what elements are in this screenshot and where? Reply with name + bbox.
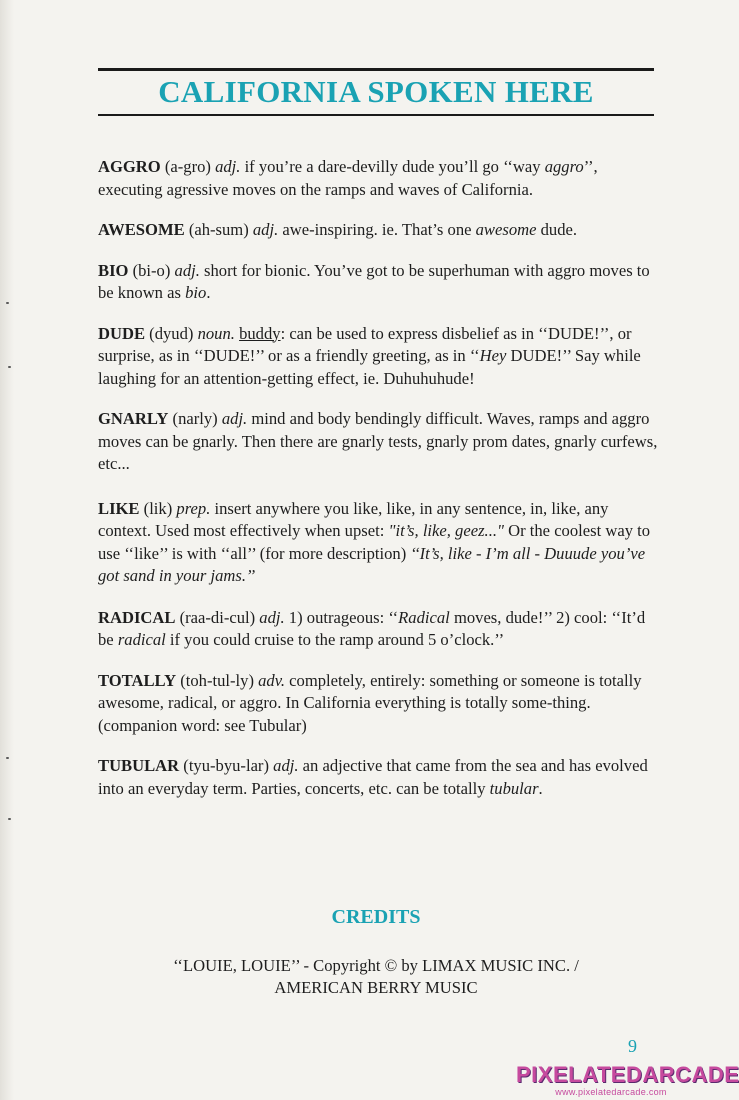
scan-speck <box>8 818 11 820</box>
scan-speck <box>6 757 9 759</box>
definition: . <box>538 778 543 798</box>
definition: if you could cruise to the ramp around 5 o’clock.’’ <box>165 630 505 649</box>
glossary-entry-aggro <box>98 156 658 201</box>
term: LIKE <box>98 498 140 518</box>
term: BIO <box>98 260 129 280</box>
emphasis: Hey <box>479 346 507 365</box>
emphasis: awesome <box>475 220 537 239</box>
scan-speck <box>8 366 11 368</box>
term: AWESOME <box>98 220 185 239</box>
pronunciation: (a-gro) <box>160 157 216 176</box>
definition: short for bionic. You’ve got to be superhuman with aggro moves to be known as <box>98 260 650 302</box>
definition: ’’, executing agressive moves on the ramps and waves of California. <box>98 157 598 199</box>
term: TUBULAR <box>98 756 180 775</box>
emphasis: tubular <box>489 778 539 798</box>
emphasis: ‘‘It’s, like - I’m all - Duuude you’ve got sand in your jams.’’ <box>98 543 646 585</box>
definition: an adjective that came from the sea and has evolved into an everyday term. Parties, concerts, etc. can be totally <box>98 756 648 798</box>
pronunciation: (ah-sum) <box>184 220 253 239</box>
title-rule-top <box>98 68 654 71</box>
part-of-speech: noun. <box>197 323 235 343</box>
part-of-speech: adj. <box>259 607 285 627</box>
part-of-speech: adj. <box>221 409 248 428</box>
term: DUDE <box>98 323 146 343</box>
definition: dude. <box>536 220 578 239</box>
definition: insert anywhere you like, like, in any sentence, in, like, any context. Used most effectively when upset: <box>98 498 609 540</box>
glossary-entry-gnarly <box>98 408 658 476</box>
watermark-url: www.pixelatedarcade.com <box>555 1087 667 1097</box>
definition: moves, dude!’’ 2) cool: ‘‘It’d be <box>98 607 646 649</box>
definition: 1) outrageous: ‘‘ <box>284 607 399 627</box>
title-rule-bottom <box>98 114 654 116</box>
watermark-logo: PIXELATEDARCADE <box>516 1062 739 1087</box>
glossary-entry-totally <box>98 670 658 738</box>
glossary-entry-bio <box>98 260 658 305</box>
part-of-speech: adj. <box>215 157 241 176</box>
page-edge <box>0 0 14 1100</box>
page-number: 9 <box>628 1036 637 1056</box>
credits-text <box>98 955 654 999</box>
glossary-list <box>98 156 658 818</box>
emphasis: bio <box>185 283 207 302</box>
definition: DUDE!’’ Say while laughing for an attention-getting effect, ie. Duhuhuhude! <box>98 346 641 388</box>
credits-line: ‘‘LOUIE, LOUIE’’ - Copyright © by LIMAX MUSIC INC. / <box>173 956 579 975</box>
definition: mind and body bendingly difficult. Waves, ramps and aggro moves can be gnarly. Then there are gnarly tests, gnarly prom dates, gnarly curfews, etc... <box>98 409 658 473</box>
glossary-entry-radical <box>98 607 658 652</box>
pronunciation: (lik) <box>139 498 177 518</box>
definition: awe-inspiring. ie. That’s one <box>278 220 476 239</box>
pronunciation: (tyu-byu-lar) <box>179 756 274 775</box>
term: AGGRO <box>98 157 161 176</box>
scan-speck <box>6 302 9 304</box>
part-of-speech: prep. <box>176 498 211 518</box>
watermark <box>516 1062 739 1097</box>
term: GNARLY <box>98 409 169 428</box>
term: TOTALLY <box>98 670 177 690</box>
glossary-entry-like <box>98 498 658 588</box>
part-of-speech: adj. <box>252 220 279 239</box>
definition: Or the coolest way to use ‘‘like’’ is with ‘‘all’’ (for more description) <box>98 521 651 563</box>
definition: : can be used to express disbelief as in ‘‘DUDE!’’, or surprise, as in ‘‘DUDE!’’ or as a friendly greeting, as in ‘‘ <box>98 323 632 365</box>
definition: . <box>206 283 211 302</box>
emphasis: "it’s, like, geez..." <box>388 521 504 540</box>
definition: completely, entirely: something or someone is totally awesome, radical, or aggro. In California everything is totally some-thing. (companion word: see Tubular) <box>98 670 642 735</box>
credits-line: AMERICAN BERRY MUSIC <box>274 978 478 997</box>
part-of-speech: adv. <box>258 670 286 690</box>
emphasis: aggro <box>544 157 584 176</box>
part-of-speech: adj. <box>174 260 200 280</box>
part-of-speech: adj. <box>273 756 299 775</box>
pronunciation: (narly) <box>168 409 222 428</box>
glossary-entry-dude <box>98 323 658 391</box>
emphasis: radical <box>117 630 166 649</box>
term: RADICAL <box>98 607 176 627</box>
pronunciation: (raa-di-cul) <box>175 607 260 627</box>
pronunciation: (dyud) <box>145 323 198 343</box>
page-title: CALIFORNIA SPOKEN HERE <box>158 74 594 109</box>
glossary-entry-awesome <box>98 219 658 242</box>
glossary-entry-tubular <box>98 755 658 800</box>
definition: if you’re a dare-devilly dude you’ll go ‘‘way <box>240 157 545 176</box>
pronunciation: (toh-tul-ly) <box>176 670 259 690</box>
emphasis: Radical <box>398 607 450 627</box>
pronunciation: (bi-o) <box>128 260 175 280</box>
credits-heading: CREDITS <box>331 906 421 928</box>
underlined-word: buddy <box>239 323 281 343</box>
